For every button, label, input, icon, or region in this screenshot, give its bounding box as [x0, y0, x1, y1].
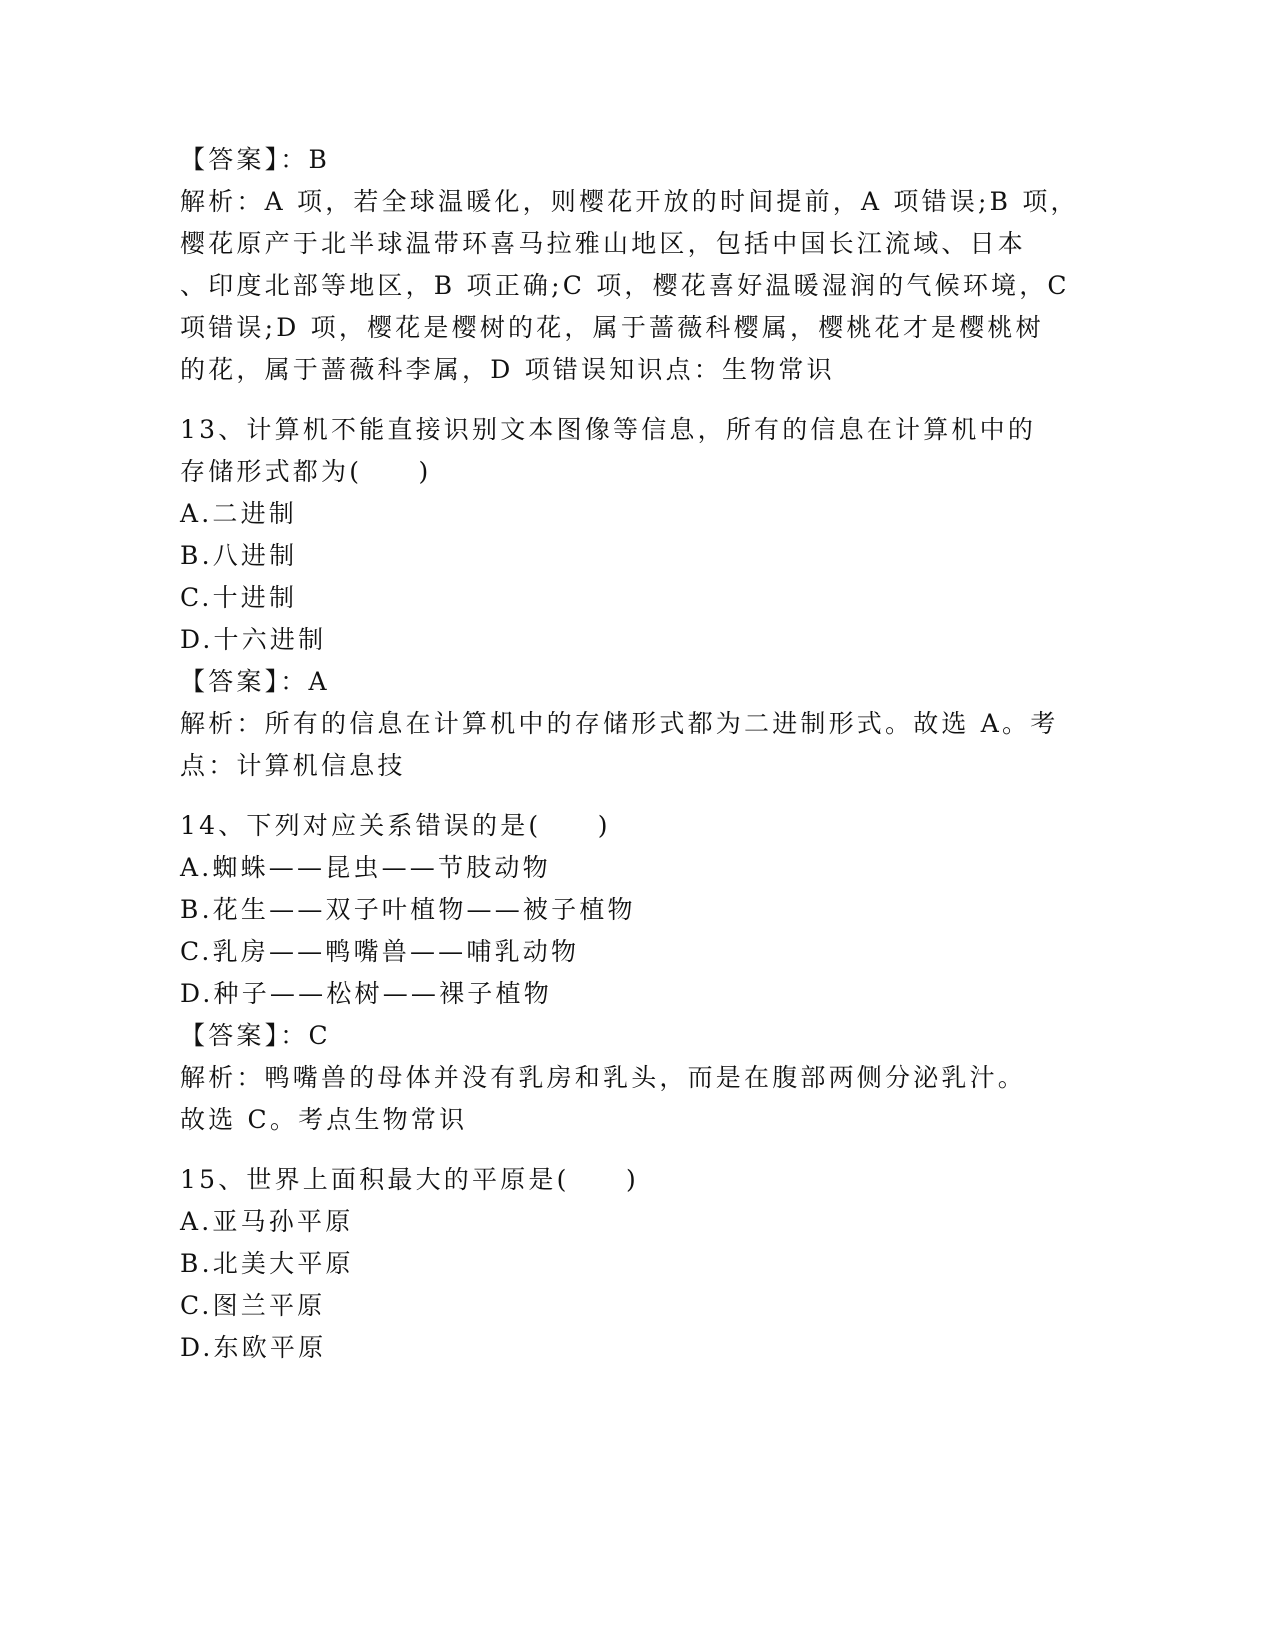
question-13-stem-2: 存储形式都为( ): [180, 457, 432, 486]
question-15-option-b: B.北美大平原: [180, 1249, 354, 1278]
analysis-12-line-5: 的花，属于蔷薇科李属，D 项错误知识点：生物常识: [180, 355, 835, 384]
question-14-stem: 14、下列对应关系错误的是( ): [180, 811, 611, 840]
analysis-12-line-4: 项错误;D 项，樱花是樱树的花，属于蔷薇科樱属，樱桃花才是樱桃树: [180, 313, 1044, 342]
answer-14: 【答案】：C: [180, 1021, 331, 1050]
question-15-stem: 15、世界上面积最大的平原是( ): [180, 1165, 639, 1194]
analysis-14-line-2: 故选 C。考点生物常识: [180, 1105, 468, 1134]
question-15-option-c: C.图兰平原: [180, 1291, 326, 1320]
question-13-option-c: C.十进制: [180, 583, 298, 612]
question-15-option-d: D.东欧平原: [180, 1333, 327, 1362]
analysis-14-line-1: 解析：鸭嘴兽的母体并没有乳房和乳头，而是在腹部两侧分泌乳汁。: [180, 1063, 1027, 1092]
question-13-stem-1: 13、计算机不能直接识别文本图像等信息，所有的信息在计算机中的: [180, 415, 1037, 444]
analysis-12-line-2: 樱花原产于北半球温带环喜马拉雅山地区，包括中国长江流域、日本: [180, 229, 1027, 258]
answer-12: 【答案】：B: [180, 145, 331, 174]
question-13-option-a: A.二进制: [180, 499, 298, 528]
question-15-option-a: A.亚马孙平原: [180, 1207, 354, 1236]
question-14-option-c: C.乳房——鸭嘴兽——哺乳动物: [180, 937, 580, 966]
analysis-12-line-3: 、印度北部等地区，B 项正确;C 项，樱花喜好温暖湿润的气候环境，C: [180, 271, 1070, 300]
analysis-13-line-1: 解析：所有的信息在计算机中的存储形式都为二进制形式。故选 A。考: [180, 709, 1059, 738]
analysis-13-line-2: 点：计算机信息技: [180, 751, 406, 780]
document-page: [180, 139, 1079, 1369]
question-13-option-d: D.十六进制: [180, 625, 327, 654]
question-13-option-b: B.八进制: [180, 541, 298, 570]
question-14-option-d: D.种子——松树——裸子植物: [180, 979, 552, 1008]
analysis-12-line-1: 解析：A 项，若全球温暖化，则樱花开放的时间提前，A 项错误;B 项，: [180, 187, 1079, 216]
answer-13: 【答案】：A: [180, 667, 330, 696]
question-14-option-b: B.花生——双子叶植物——被子植物: [180, 895, 636, 924]
question-14-option-a: A.蜘蛛——昆虫——节肢动物: [180, 853, 551, 882]
